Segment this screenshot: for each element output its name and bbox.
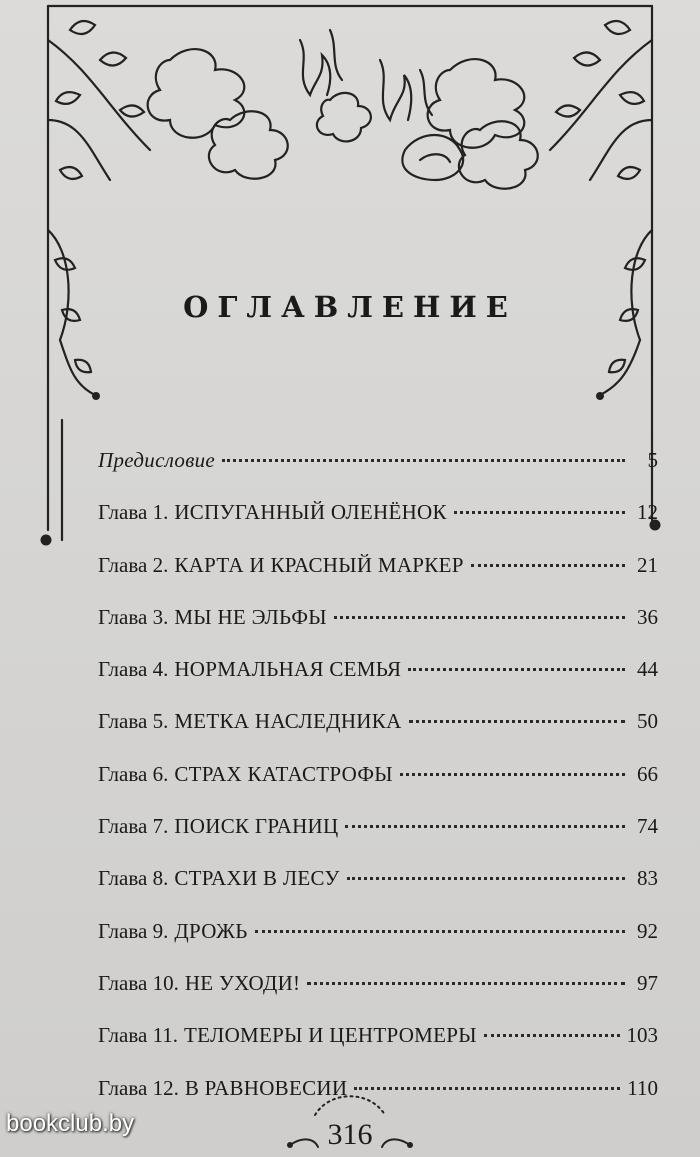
toc-dot-leader [222,459,625,462]
toc-page-number: 92 [637,918,658,943]
toc-entry [98,553,658,605]
toc-entry-label [98,448,215,473]
toc-chapter-number: Глава 10. [98,970,179,995]
toc-entry-label [98,553,464,578]
toc-chapter-number: Глава 3. [98,604,169,629]
toc-entry-label [98,814,338,839]
toc-dot-leader [409,720,625,723]
toc-entry-label [98,762,393,787]
toc-dot-leader [347,877,625,880]
toc-entry-label [98,709,402,734]
toc-chapter-title: ИСПУГАННЫЙ ОЛЕНЁНОК [174,500,447,525]
toc-entry [98,709,658,761]
frame-dot-left [41,535,52,546]
toc-entry [98,919,658,971]
toc-chapter-title: МЫ НЕ ЭЛЬФЫ [174,604,327,629]
toc-page-number: 97 [637,970,658,995]
toc-entry [98,762,658,814]
toc-dot-leader [484,1034,620,1037]
toc-chapter-number: Глава 9. [98,918,169,943]
toc-dot-leader [408,668,625,671]
toc-entry [98,605,658,657]
watermark: bookclub.by [6,1110,135,1137]
toc-chapter-title: МЕТКА НАСЛЕДНИКА [174,709,402,734]
toc-dot-leader [471,564,625,567]
toc-page-number: 66 [637,761,658,786]
toc-entry-label [98,500,447,525]
toc-page-number: 50 [637,709,658,734]
toc-entry [98,814,658,866]
toc-page-number: 74 [637,814,658,839]
toc-page-number: 5 [647,448,658,472]
toc-chapter-title: Предисловие [98,448,216,472]
toc-dot-leader [345,825,625,828]
page-number: 316 [327,1118,373,1151]
toc-dot-leader [334,616,625,619]
toc-chapter-number: Глава 4. [98,657,169,682]
toc-entry-label [98,971,300,996]
toc-chapter-title: ПОИСК ГРАНИЦ [174,814,339,839]
toc-page-number: 21 [637,552,658,577]
toc-chapter-number: Глава 2. [98,552,169,577]
toc-entry-label [98,657,401,682]
toc-entry-label [98,1023,477,1048]
toc-chapter-number: Глава 11. [98,1023,179,1048]
toc-chapter-number: Глава 6. [98,761,169,786]
toc-chapter-number: Глава 1. [98,500,169,525]
table-of-contents [98,448,658,1128]
toc-dot-leader [255,930,625,933]
toc-chapter-title: ДРОЖЬ [174,918,248,943]
toc-entry-label [98,919,248,944]
toc-dot-leader [307,982,625,985]
toc-entry-label [98,605,327,630]
toc-chapter-number: Глава 12. [98,1075,179,1100]
toc-chapter-number: Глава 5. [98,709,169,734]
toc-entry-label [98,866,340,891]
toc-page-number: 12 [637,500,658,525]
toc-chapter-title: НЕ УХОДИ! [184,970,301,995]
toc-chapter-title: КАРТА И КРАСНЫЙ МАРКЕР [174,552,464,577]
toc-chapter-title: НОРМАЛЬНАЯ СЕМЬЯ [174,657,402,682]
toc-entry [98,866,658,918]
toc-chapter-title: ТЕЛОМЕРЫ И ЦЕНТРОМЕРЫ [184,1023,477,1048]
toc-page-number: 103 [626,1023,658,1048]
toc-entry [98,500,658,552]
toc-entry [98,657,658,709]
toc-entry [98,1023,658,1075]
toc-chapter-number: Глава 8. [98,866,169,891]
toc-chapter-title: В РАВНОВЕСИИ [184,1075,348,1100]
toc-page-number: 36 [637,604,658,629]
toc-chapter-title: СТРАХ КАТАСТРОФЫ [174,761,393,786]
toc-chapter-number: Глава 7. [98,814,169,839]
toc-dot-leader [454,511,625,514]
toc-entry [98,448,658,500]
toc-entry [98,971,658,1023]
toc-chapter-title: СТРАХИ В ЛЕСУ [174,866,340,891]
page-title: ОГЛАВЛЕНИЕ [183,290,517,324]
toc-page-number: 44 [637,657,658,682]
toc-page-number: 110 [627,1075,658,1100]
toc-page-number: 83 [637,866,658,891]
toc-dot-leader [400,773,625,776]
